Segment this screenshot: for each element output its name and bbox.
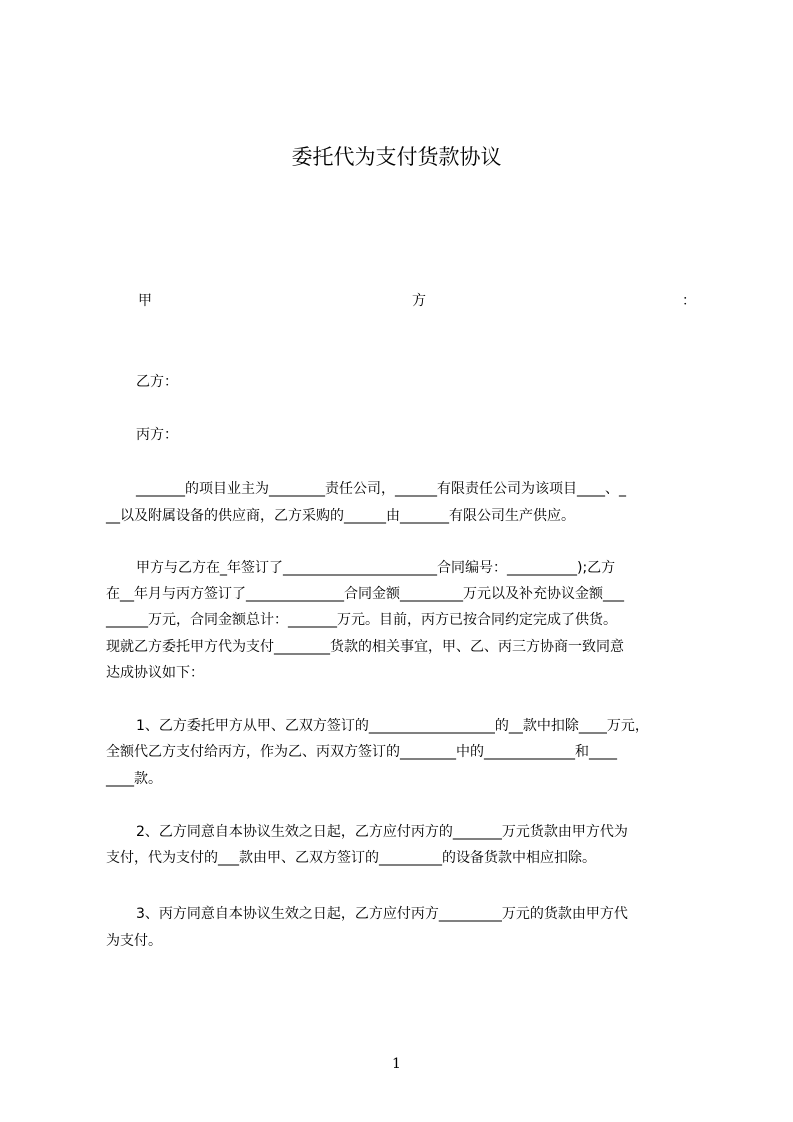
party-b-line: 乙方： — [136, 374, 178, 390]
para1-line-2: __以及附属设备的供应商，乙方采购的______由_______有限公司生产供应。 — [106, 508, 575, 524]
party-c-line: 丙方： — [136, 427, 178, 443]
page-number: 1 — [392, 1056, 401, 1072]
clause2-line-2: 支付，代为支付的___款由甲、乙双方签订的_________的设备货款中相应扣除。 — [106, 850, 596, 866]
party-a-line — [138, 290, 696, 312]
clause3-line-1: 3、丙方同意自本协议生效之日起，乙方应付丙方_________万元的货款由甲方代 — [136, 906, 628, 922]
party-a-colon: ： — [682, 293, 696, 309]
para2-line-3: ______万元，合同金额总计：_______万元。目前，丙方已按合同约定完成了供货。 — [106, 612, 617, 628]
party-a-char-2: 方 — [412, 293, 426, 309]
clause1-line-2: 全额代乙方支付给丙方，作为乙、丙双方签订的________中的_____________和____ — [106, 744, 617, 760]
para2-line-4: 现就乙方委托甲方代为支付________货款的相关事宜，甲、乙、丙三方协商一致同意 — [106, 639, 624, 655]
para2-line-2: 在__年月与丙方签订了______________合同金额_________万元以及补充协议金额___ — [106, 586, 624, 602]
clause3-line-2: 为支付。 — [106, 933, 162, 949]
party-a-char-1: 甲 — [138, 293, 152, 309]
para2-line-1: 甲方与乙方在_年签订了______________________合同编号：__________);乙方 — [136, 560, 616, 576]
para2-line-5: 达成协议如下： — [106, 665, 204, 681]
clause2-line-1: 2、乙方同意自本协议生效之日起，乙方应付丙方的_______万元货款由甲方代为 — [136, 824, 628, 840]
para1-line-1: _______的项目业主为________责任公司，______有限责任公司为该项目____、_ — [136, 481, 626, 497]
clause1-line-1: 1、乙方委托甲方从甲、乙双方签订的__________________的__款中扣除____万元， — [136, 718, 649, 734]
clause1-line-3: ____款。 — [106, 771, 162, 787]
document-title: 委托代为支付货款协议 — [291, 145, 502, 169]
